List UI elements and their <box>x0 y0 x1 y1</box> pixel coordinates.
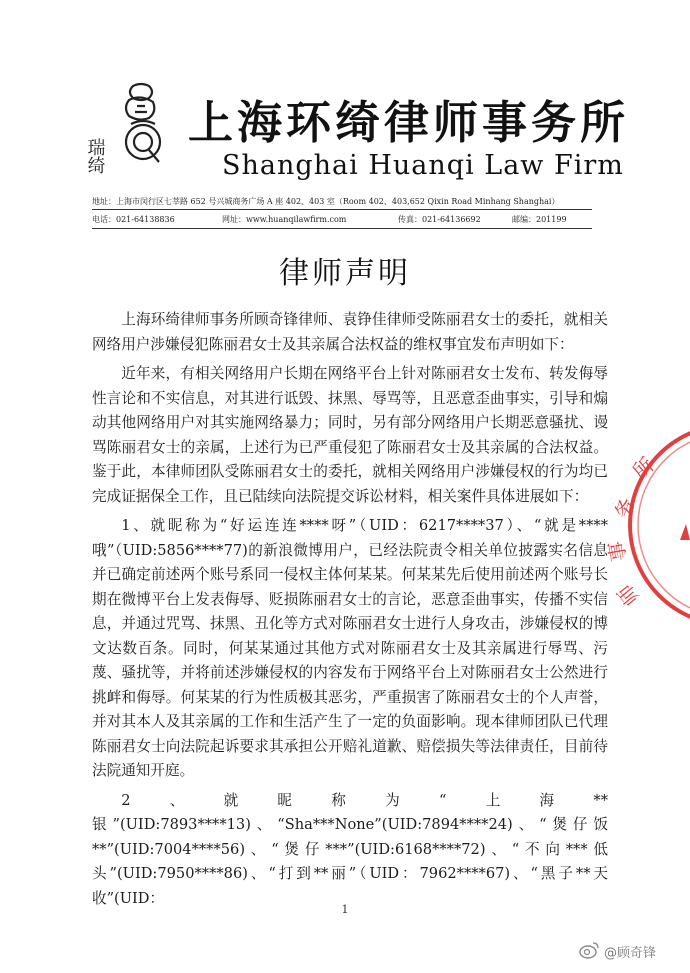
svg-text:事: 事 <box>603 539 631 564</box>
firm-tel: 电话：021-64138836 <box>92 215 175 224</box>
watermark-text: @顾奇锋 <box>604 946 657 961</box>
firm-logo-icon <box>84 80 165 174</box>
divider-top <box>92 209 592 210</box>
firm-address: 地址：上海市闵行区七莘路 652 号兴城商务广场 A 座 402、403 室（Room 402、403,652 Qixin Road Minhang Shanghai） <box>92 197 560 206</box>
paragraph-case-2: 2、就昵称为“上海**银”(UID:7893****13)、“Sha***None”(UID:7894****24)、“煲仔饭**”(UID:7004****56)、“煲仔***”(UID:6168****72)、“不向***低头”(UID:7950****86)、“打到**丽”（UID：7962****67)、“黑子**天收”(UID： <box>92 791 608 907</box>
paragraph-intro: 上海环绮律师事务所顾奇锋律师、袁铮佳律师受陈丽君女士的委托，就相关网络用户涉嫌侵犯陈丽君女士及其亲属合法权益的维权事宜发布声明如下： <box>92 311 608 353</box>
svg-text:务: 务 <box>610 494 640 522</box>
paragraph-background: 近年来，有相关网络用户长期在网络平台上针对陈丽君女士发布、转发侮辱性言论和不实信息，对其进行诋毁、抹黑、辱骂等，且恶意歪曲事实，引导和煽动其他网络用户对其实施网络暴力；同时，另有部分网络用户长期恶意骚扰、谩骂陈丽君女士的亲属，上述行为已严重侵犯了陈丽君女士及其亲属的合法权益。鉴于此，本律师团队受陈丽君女士的委托，就相关网络用户涉嫌侵权的行为均已完成证据保全工作，且已陆续向法院提交诉讼材料，相关案件具体进展如下： <box>92 365 608 505</box>
document-title: 律师声明 <box>279 256 411 291</box>
svg-text:所: 所 <box>627 452 659 484</box>
firm-fax: 传真：021-64136692 <box>398 215 481 224</box>
seal-stamp-icon <box>603 420 690 630</box>
firm-website: 网址：www.huanqilawfirm.com <box>222 215 347 224</box>
weibo-logo-icon <box>578 940 600 960</box>
svg-text:师: 师 <box>612 579 644 611</box>
firm-name-en: Shanghai Huanqi Law Firm <box>222 150 624 181</box>
firm-postcode: 邮编：201199 <box>512 215 567 224</box>
logo-text: 瑞绮 <box>84 138 106 174</box>
statement-body <box>92 308 608 916</box>
divider-bottom <box>92 228 592 229</box>
paragraph-case-1: 1、就昵称为“好运连连****呀”（UID：6217****37）、“就是****哦”（UID:5856****77)的新浪微博用户，已经法院责令相关单位披露实名信息并已确定前述两个账号系同一侵权主体何某某。何某某先后使用前述两个账号长期在微博平台上发表侮辱、贬损陈丽君女士的言论，恶意歪曲事实，传播不实信息，并通过咒骂、抹黑、丑化等方式对陈丽君女士进行人身攻击，涉嫌侵权的博文达数百条。同时，何某某通过其他方式对陈丽君女士及其亲属进行辱骂、污蔑、骚扰等，并将前述涉嫌侵权的内容发布于网络平台上对陈丽君女士公然进行挑衅和侮辱。何某某的行为性质极其恶劣，严重损害了陈丽君女士的个人声誉，并对其本人及其亲属的工作和生活产生了一定的负面影响。现本律师团队已代理陈丽君女士向法院起诉要求其承担公开赔礼道歉、赔偿损失等法律责任，目前待法院通知开庭。 <box>92 517 608 779</box>
firm-name-cn: 上海环绮律师事务所 <box>188 96 630 149</box>
page-number: 1 <box>341 903 349 916</box>
